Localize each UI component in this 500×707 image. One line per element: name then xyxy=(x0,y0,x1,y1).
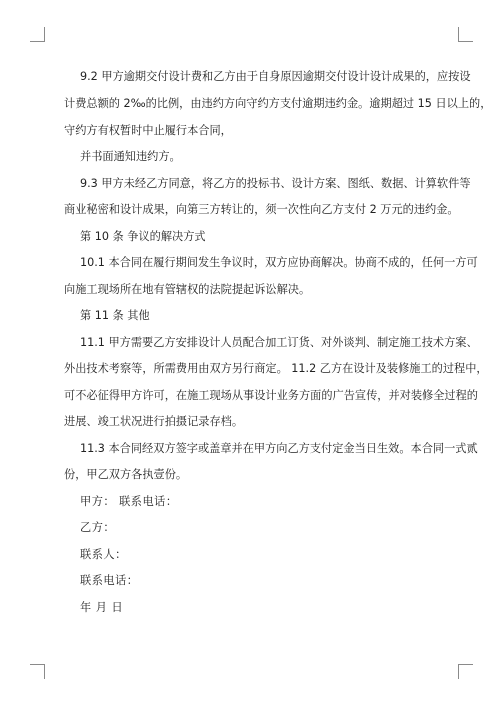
clause-9-3-line-2: 商业秘密和设计成果，向第三方转让的，须一次性向乙方支付 2 万元的违约金。 xyxy=(64,203,459,216)
clause-9-2-line-4: 并书面通知违约方。 xyxy=(80,150,181,163)
crop-mark-top-right xyxy=(458,27,473,42)
section-10-heading: 第 10 条 争议的解决方式 xyxy=(80,230,206,243)
date-line: 年 月 日 xyxy=(80,601,124,614)
party-a-signature-line: 甲方： 联系电话： xyxy=(80,495,178,508)
clause-11-1-line-1: 11.1 甲方需要乙方安排设计人员配合加工订货、对外谈判、制定施工技术方案、 xyxy=(80,336,478,349)
clause-11-1-line-2: 外出技术考察等，所需费用由双方另行商定。 11.2 乙方在设计及装修施工的过程中， xyxy=(64,362,488,375)
clause-11-3-line-2: 份，甲乙双方各执壹份。 xyxy=(64,468,188,481)
contact-person-line: 联系人： xyxy=(80,548,127,561)
clause-9-2-line-3: 守约方有权暂时中止履行本合同， xyxy=(64,124,232,137)
crop-mark-bottom-right xyxy=(458,664,473,679)
clause-9-2-line-2: 计费总额的 2‰的比例，由违约方向守约方支付逾期违约金。逾期超过 15 日以上的， xyxy=(64,97,492,110)
crop-mark-bottom-left xyxy=(30,664,45,679)
clause-10-1-line-1: 10.1 本合同在履行期间发生争议时，双方应协商解决。协商不成的，任何一方可 xyxy=(80,256,478,269)
clause-10-1-line-2: 向施工现场所在地有管辖权的法院提起诉讼解决。 xyxy=(64,283,311,296)
section-11-heading: 第 11 条 其他 xyxy=(80,309,150,322)
contact-phone-line: 联系电话： xyxy=(80,574,139,587)
clause-9-2-line-1: 9.2 甲方逾期交付设计费和乙方由于自身原因逾期交付设计设计成果的，应按设 xyxy=(80,70,471,83)
clause-9-3-line-1: 9.3 甲方未经乙方同意，将乙方的投标书、设计方案、图纸、数据、计算软件等 xyxy=(80,177,471,190)
clause-11-3-line-1: 11.3 本合同经双方签字或盖章并在甲方向乙方支付定金当日生效。本合同一式贰 xyxy=(80,442,478,455)
party-b-signature-line: 乙方： xyxy=(80,521,116,534)
clause-11-2-line-2: 进展、竣工状况进行拍摄记录存档。 xyxy=(64,415,244,428)
clause-11-2-line-1: 可不必征得甲方许可，在施工现场从事设计业务方面的广告宣传，并对装修全过程的 xyxy=(64,389,478,402)
crop-mark-top-left xyxy=(30,27,45,42)
